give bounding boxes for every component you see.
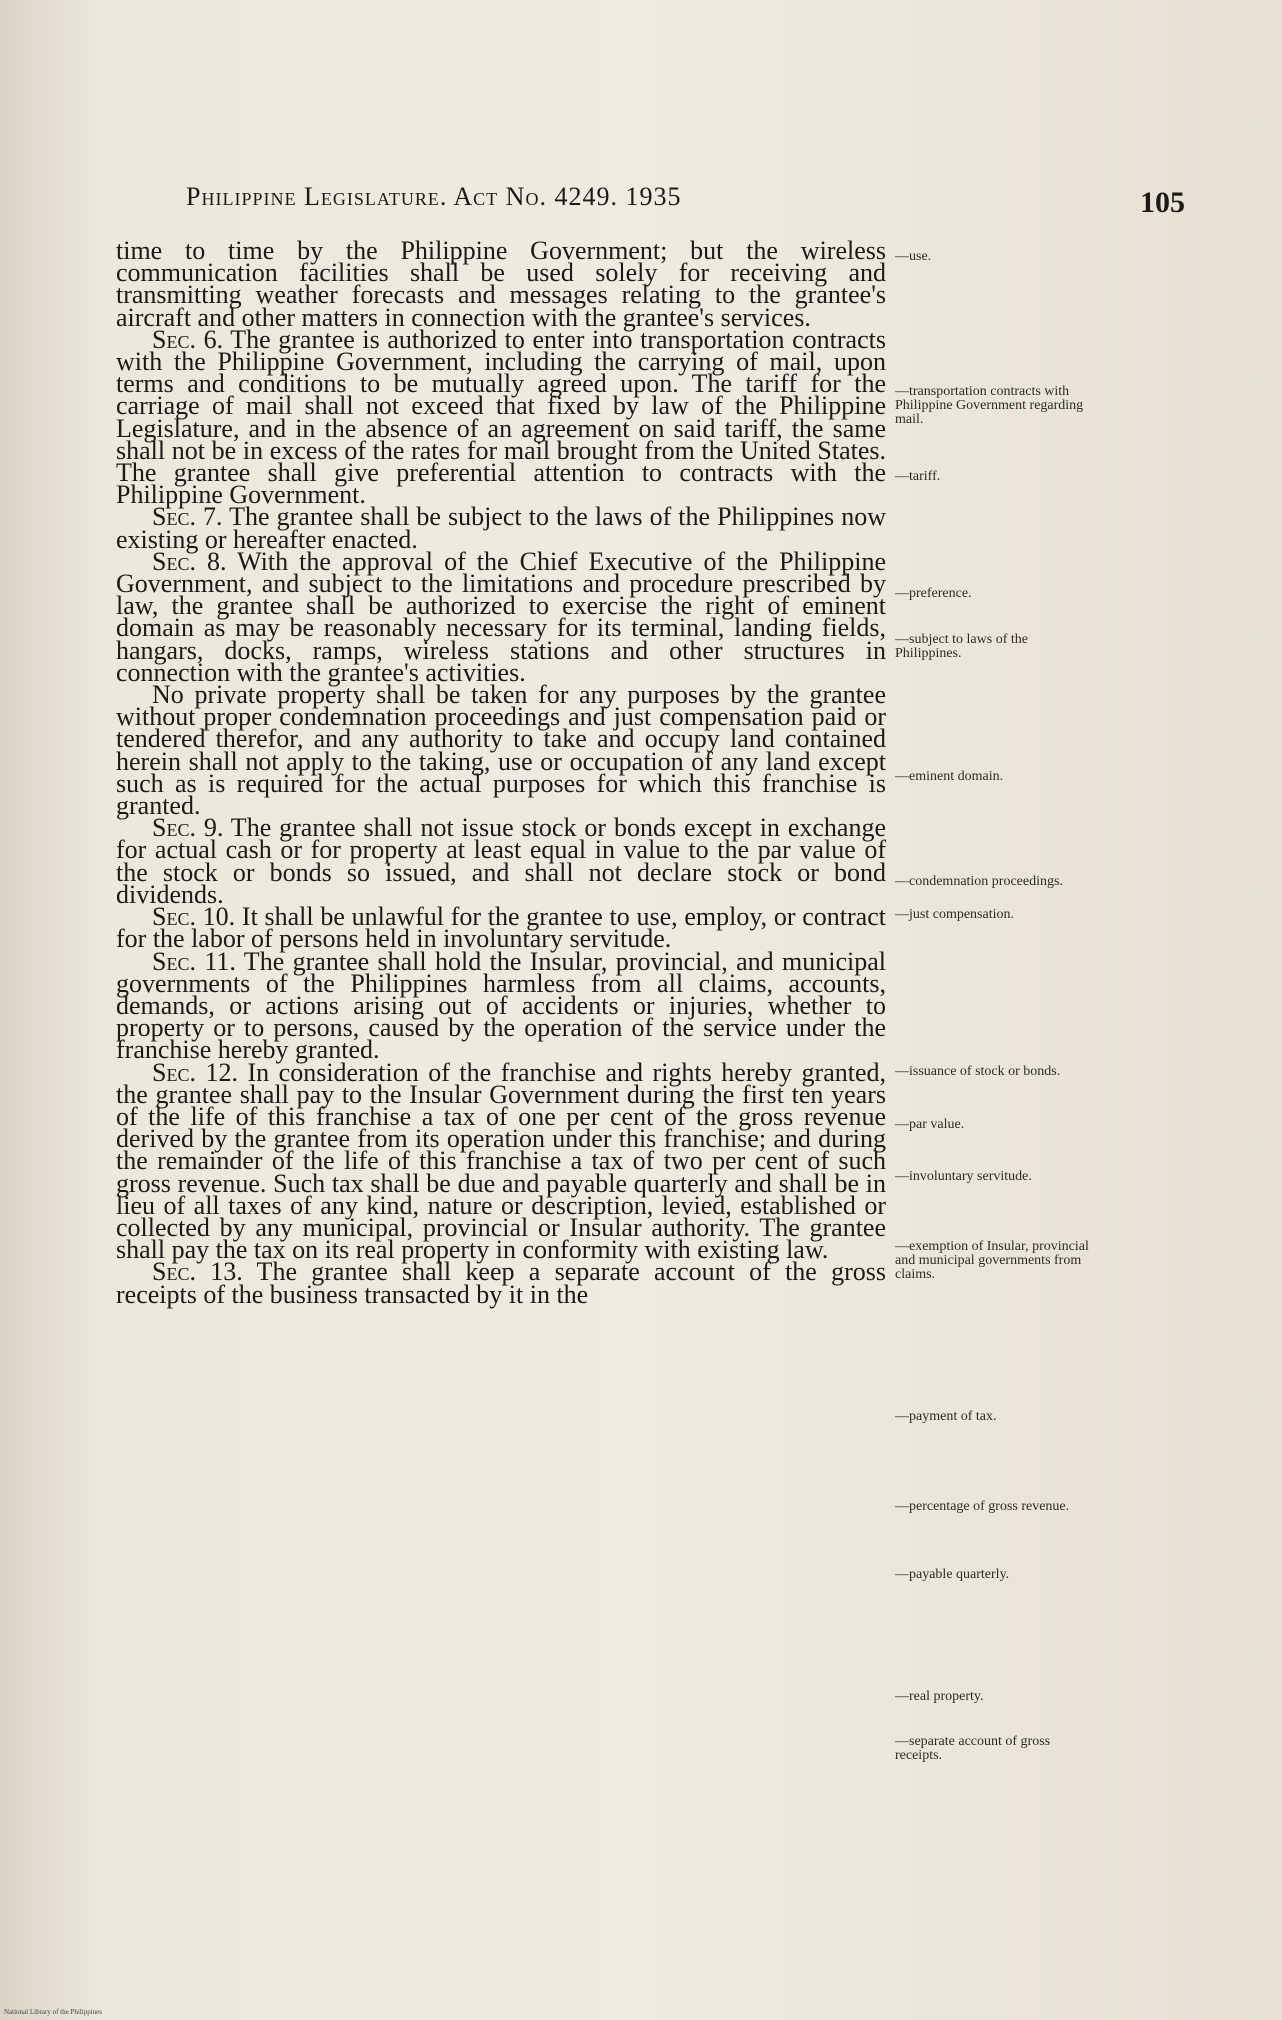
section-text: It shall be unlawful for the grantee to use, employ, or contract for the labor of persons held in involuntary servitude. xyxy=(116,902,886,954)
margin-note-use: —use. xyxy=(895,249,932,264)
footer-credit: National Library of the Philippines xyxy=(4,2008,102,2016)
section-13 xyxy=(116,1257,887,1309)
section-11 xyxy=(116,946,886,1065)
margin-note-just-compensation: —just compensation. xyxy=(895,907,1014,922)
section-text: The grantee shall not issue stock or bonds except in exchange for actual cash or for property at least equal in value to the par value of the stock or bonds so issued, and shall not declare stock or bond dividends. xyxy=(116,813,886,909)
paragraph-continuation: time to time by the Philippine Government; but the wireless communication facilities shall be used solely for receiving and transmitting weather forecasts and messages relating to the grantee's aircraft and other matters in connection with the grantee's services. xyxy=(116,236,886,332)
margin-note-preference: —preference. xyxy=(895,586,972,601)
section-text: With the approval of the Chief Executive of the Philippine Government, and subject to the limitations and procedure prescribed by law, the grantee shall be authorized to exercise the right of eminent domain as may be reasonably necessary for its terminal, landing fields, hangars, docks, ramps, wireless stations and other structures in connection with the grantee's activities. xyxy=(116,546,886,687)
section-label: Sec. 9. xyxy=(152,813,224,843)
margin-note-payable-quarterly: —payable quarterly. xyxy=(895,1567,1010,1582)
section-label: Sec. 10. xyxy=(152,902,236,932)
margin-note-tariff: —tariff. xyxy=(895,469,941,484)
margin-note-real-property: —real property. xyxy=(895,1689,984,1704)
section-label: Sec. 13. xyxy=(152,1257,243,1287)
margin-note-exemption: —exemption of Insular, provincial and municipal governments from claims. xyxy=(895,1239,1089,1282)
section-label: Sec. 8. xyxy=(152,546,227,576)
margin-note-involuntary-servitude: —involuntary servitude. xyxy=(895,1169,1032,1184)
section-text: The grantee is authorized to enter into transportation contracts with the Philippine Government, including the carrying of mail, upon terms and conditions to be mutually agreed upon. The tariff for the carriage of mail shall not exceed that fixed by law of the Philippine Legislature, and in the absence of an agreement on said tariff, the same shall not be in excess of the rates for mail brought from the United States. The grantee shall give preferential attention to contracts with the Philippine Government. xyxy=(116,324,886,510)
margin-note-transportation: —transportation contracts with Philippine Government regarding mail. xyxy=(895,384,1084,427)
margin-note-separate-account: —separate account of gross receipts. xyxy=(895,1734,1051,1763)
margin-note-condemnation: —condemnation proceedings. xyxy=(895,874,1063,889)
section-text: The grantee shall keep a separate account of the gross receipts of the business transacted by it in the xyxy=(116,1257,887,1309)
margin-note-subject: —subject to laws of the Philippines. xyxy=(895,632,1028,661)
section-label: Sec. 11. xyxy=(152,946,236,976)
section-8 xyxy=(116,546,886,687)
section-7 xyxy=(116,502,886,554)
section-text: The grantee shall hold the Insular, provincial, and municipal governments of the Philippines harmless from all claims, accounts, demands, or actions arising out of accidents or injuries, whether to property or to persons, caused by the operation of the service under the franchise hereby granted. xyxy=(116,946,886,1065)
margin-note-par-value: —par value. xyxy=(895,1117,965,1132)
section-label: Sec. 7. xyxy=(152,502,223,532)
section-9 xyxy=(116,813,886,909)
section-text: The grantee shall be subject to the laws of the Philippines now existing or hereafter enacted. xyxy=(116,502,886,554)
body-text xyxy=(116,236,887,1309)
margin-note-payment-of-tax: —payment of tax. xyxy=(895,1409,997,1424)
section-text: In consideration of the franchise and rights hereby granted, the grantee shall pay to the Insular Government during the first ten years of the life of this franchise a tax of one per cent of the gross revenue derived by the grantee from its operation under this franchise; and during the remainder of the life of this franchise a tax of two per cent of such gross revenue. Such tax shall be due and payable quarterly and shall be in lieu of all taxes of any kind, nature or description, levied, established or collected by any municipal, provincial or Insular authority. The grantee shall pay the tax on its real property in conformity with existing law. xyxy=(116,1057,887,1265)
margin-note-eminent-domain: —eminent domain. xyxy=(895,769,1004,784)
section-6 xyxy=(116,324,886,510)
section-10 xyxy=(116,902,886,954)
margin-note-percentage: —percentage of gross revenue. xyxy=(895,1499,1070,1514)
running-head: Philippine Legislature. Act No. 4249. 1935 xyxy=(186,182,682,211)
page-number: 105 xyxy=(1140,186,1185,219)
margin-note-issuance: —issuance of stock or bonds. xyxy=(895,1064,1061,1079)
section-12 xyxy=(116,1057,887,1265)
section-8-paragraph-2: No private property shall be taken for any purposes by the grantee without proper condemnation proceedings and just compensation paid or tendered therefor, and any authority to take and occupy land contained herein shall not apply to the taking, use or occupation of any land except such as is required for the actual purposes for which this franchise is granted. xyxy=(116,680,886,821)
section-label: Sec. 6. xyxy=(152,324,224,354)
section-label: Sec. 12. xyxy=(152,1057,238,1087)
